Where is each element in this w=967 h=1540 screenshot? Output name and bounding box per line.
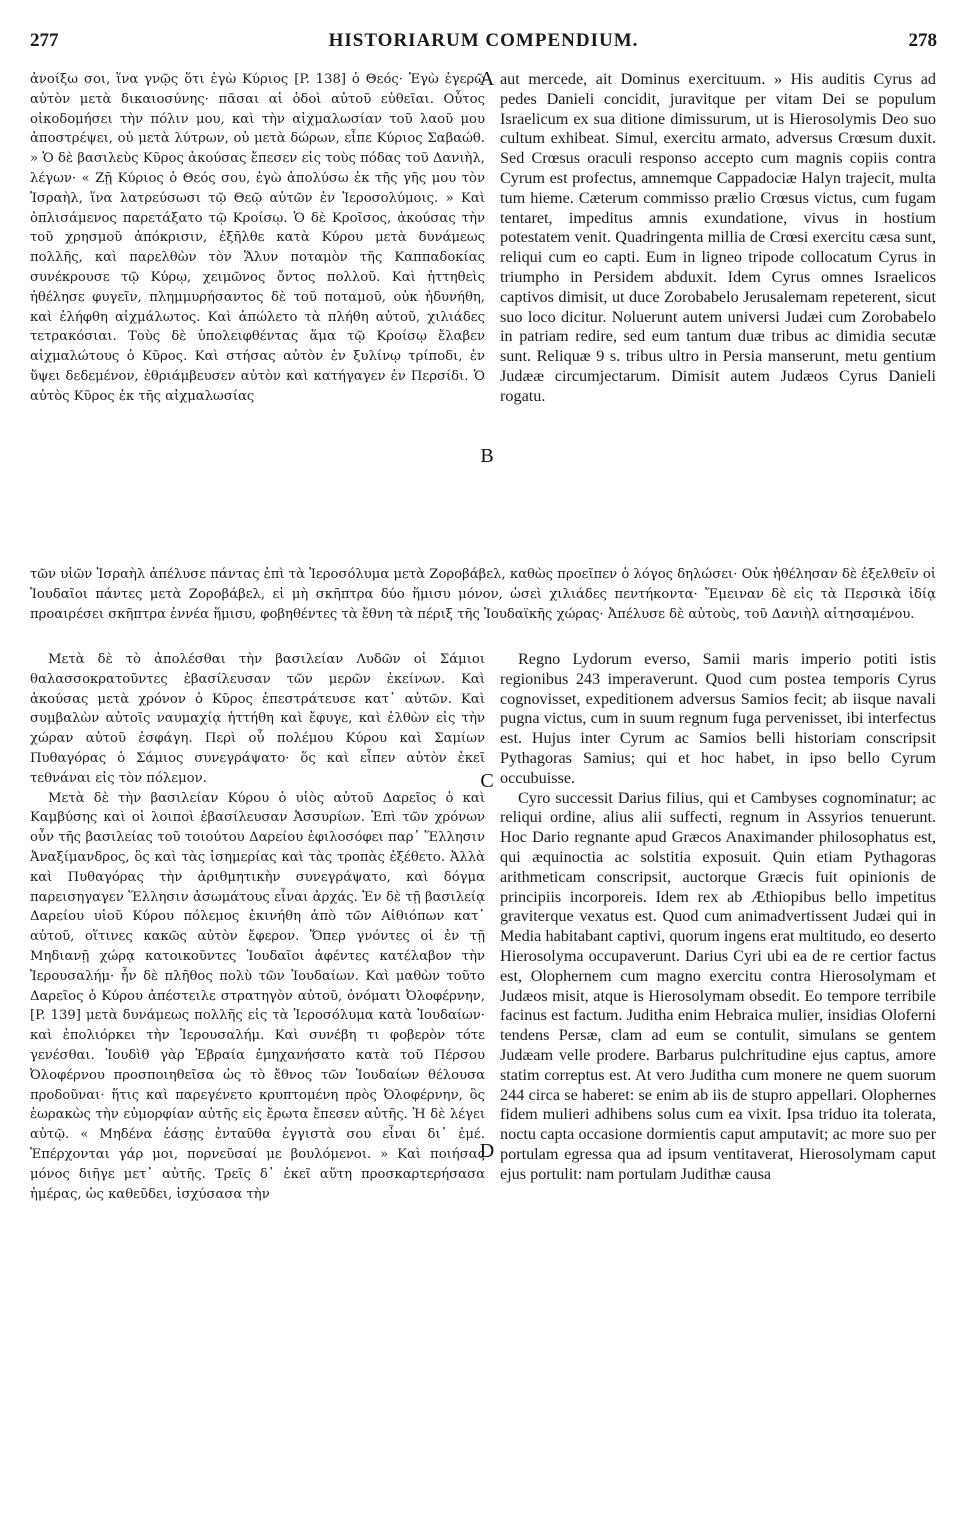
margin-marker-d: D bbox=[479, 1140, 495, 1162]
latin-paragraph: Regno Lydorum everso, Samii maris imperio potiti istis regionibus 243 imperaverunt. Quod cum postea temporis Cyrus cognovisset, expeditionem adversus Samios fecit; ab iisque navali pugna victus, cum in suum regnum fuga pervenisset, ibi interfectus est. Hujus inter Cyrum ac Samios belli historiam conscripsit Pythagoras Samius; qui et hoc habet, in ipso bello Cyrum occubuisse. bbox=[500, 650, 936, 787]
latin-column-section1 bbox=[500, 70, 936, 407]
page-number-left: 277 bbox=[30, 30, 59, 51]
running-header bbox=[30, 30, 937, 60]
greek-fullwidth-paragraph bbox=[30, 565, 936, 624]
greek-column-section2 bbox=[30, 650, 485, 1204]
latin-paragraph: Cyro successit Darius filius, qui et Cambyses cognominatur; ac reliqui ordine, alius alii suffecti, regnum in Assyrios tenuerunt. Hoc Dario regnante apud Græcos Anaximander philosophatus est, qui æquinoctia ac solstitia exposuit. Quin etiam Pythagoras arithmeticam conscripsit, auctorque Græcis fuit opinionis de principiis incorporeis. Idem rex ab Æthiopibus bello impetitus graviterque vexatus est. Quod cum animadvertissent Judæi qui in Media habitabant captivi, quorum ingens erat multitudo, eo deserto Hierosolyma occupaverunt. Darius Cyri ubi ea de re certior factus est, Olophernem cum magno exercitu contra Hierosolymam et Judæos misit, atque is Hierosolymam obsedit. Eo tempore terribile facinus est factum. Juditha enim Hebraica mulier, insidias Oloferni tendens Persæ, clam ad eum se contulit, simulans se gentem Judæam velle prodere. Barbarus pulchritudine ejus captus, amore statim correptus est. At vero Juditha cum monere ne quem suorum 244 circa se haberet: se enim ab iis de stupro appellari. Olophernes fidem mulieri adhibens solus cum ea vixit. Ipsa triduo ita tolerata, noctu capta occasione dormientis caput amputavit; ac more suo per portulam egressa qua ad ipsum ventitaverat, Hierosolymam caput ejus portulit: nam portulam Judithæ causa bbox=[500, 788, 936, 1183]
greek-paragraph: Μετὰ δὲ τὸ ἀπολέσθαι τὴν βασιλείαν Λυδῶν οἱ Σάμιοι θαλασσοκρατοῦντες ἐβασίλευσαν τῶν μερῶν ἐκείνων. Καὶ ἀκούσας μετὰ χρόνον ὁ Κῦρος ἐπεστράτευσε κατ᾽ αὐτῶν. Καὶ συμβαλὼν αὐτοῖς ναυμαχίᾳ ἡττήθη καὶ ἔφυγε, καὶ ἐλθὼν εἰς τὴν χώραν αὐτοῦ ἐσφάγη. Περὶ οὗ πολέμου Κύρου καὶ Σαμίων Πυθαγόρας ὁ Σάμιος συνεγράψατο· ὅς καὶ εἶπεν αὐτὸν ἐκεῖ τεθνάναι εἰς τὸν πόλεμον. bbox=[30, 652, 485, 786]
latin-column-section2 bbox=[500, 650, 936, 1185]
running-title: HISTORIARUM COMPENDIUM. bbox=[328, 30, 639, 51]
page-number-right: 278 bbox=[908, 30, 937, 51]
margin-marker-c: C bbox=[480, 770, 494, 792]
margin-marker-b: B bbox=[480, 445, 494, 467]
margin-marker-a: A bbox=[479, 68, 495, 90]
greek-paragraph: ἀνοίξω σοι, ἵνα γνῷς ὅτι ἐγὼ Κύριος [P. 138] ὁ Θεός· Ἐγὼ ἐγερῶ αὐτὸν μετὰ δικαιοσύνης· πᾶσαι αἱ ὁδοὶ αὐτοῦ εὐθεῖαι. Οὗτος οἰκοδομήσει τὴν πόλιν μου, καὶ τὴν αἰχμαλωσίαν τοῦ λαοῦ μου ἀποστρέψει, οὐ μετὰ λύτρων, οὐ μετὰ δώρων, εἶπε Κύριος Σαβαώθ. » Ὁ δὲ βασιλεὺς Κῦρος ἀκούσας ἔπεσεν εἰς τοὺς πόδας τοῦ Δανιὴλ, λέγων· « Ζῇ Κύριος ὁ Θεός σου, ἐγὼ ἀπολύσω ἐκ τῆς γῆς μου τὸν Ἰσραὴλ, ἵνα λατρεύσωσι τῷ Θεῷ αὐτῶν ἐν Ἱεροσολύμοις. » Καὶ ὁπλισάμενος παρετάξατο τῷ Κροίσῳ. Ὁ δὲ Κροῖσος, ἀκούσας τὴν τοῦ χρησμοῦ ἀπόκρισιν, ἐξῆλθε κατὰ Κύρου μετὰ δυνάμεως πολλῆς, καὶ παρελθὼν τὸν Ἅλυν ποταμὸν τῆς Καππαδοκίας συνέκρουσε τῷ Κύρῳ, χειμῶνος ὄντος πολλοῦ. Καὶ ἡττηθεὶς ἠθέλησε φυγεῖν, πλημμυρήσαντος δὲ τοῦ ποταμοῦ, οὐκ ἠδυνήθη, καὶ ἐλήφθη αἰχμάλωτος. Καὶ ἀπώλετο τὰ πλήθη αὐτοῦ, χιλιάδες τετρακόσιαι. Τοὺς δὲ ὑπολειφθέντας ἅμα τῷ Κροίσῳ ἔλαβεν αἰχμαλώτους ὁ Κῦρος. Καὶ στήσας αὐτὸν ἐν ξυλίνῳ τρίποδι, ἐν ὕψει δεδεμένον, ἐθριάμβευσεν αὐτὸν καὶ κατήγαγεν ἐν Περσίδι. Ὁ αὐτὸς Κῦρος ἐκ τῆς αἰχμαλωσίας bbox=[30, 72, 485, 404]
greek-column-section1 bbox=[30, 70, 485, 407]
greek-fullwidth-text: τῶν υἱῶν Ἰσραὴλ ἀπέλυσε πάντας ἐπὶ τὰ Ἱεροσόλυμα μετὰ Ζοροβάβελ, καθὼς προεῖπεν ὁ λόγος δηλώσει· Οὐκ ἠθέλησαν δὲ ἐξελθεῖν οἱ Ἰουδαῖοι πάντες μετὰ Ζοροβάβελ, εἰ μὴ σκῆπτρα δύο ἥμισυ μόνον, ὡσεὶ χιλιάδες πεντήκοντα· Ἔμειναν δὲ εἰς τὰ Περσικὰ ἰδίᾳ προαιρέσει σκῆπτρα ἐννέα ἥμισυ, φοβηθέντες τὰ ἔθνη τὰ πέριξ τῆς Ἰουδαϊκῆς χώρας· Ἀπέλυσε δὲ αὐτοὺς, τοῦ Δανιὴλ αἰτησαμένου. bbox=[30, 567, 936, 622]
greek-paragraph: Μετὰ δὲ τὴν βασιλείαν Κύρου ὁ υἱὸς αὐτοῦ Δαρεῖος ὁ καὶ Καμβύσης καὶ οἱ λοιποὶ ἐβασίλευσαν Ἀσσυρίων. Ἐπὶ τῶν χρόνων οὖν τῆς βασιλείας τοῦ τοιούτου Δαρείου ἐφιλοσόφει παρ᾽ Ἕλλησιν Ἀναξίμανδρος, ὃς καὶ τὰς ἰσημερίας καὶ τὰς τροπὰς ἐξέθετο. Ἀλλὰ καὶ Πυθαγόρας τὴν ἀριθμητικὴν συνεγράψατο, καὶ δόγμα παρεισηγαγεν Ἕλλησιν ἀσωμάτους εἶναι ἀρχάς. Ἐν δὲ τῇ βασιλείᾳ Δαρείου υἱοῦ Κύρου πόλεμος ἐκινήθη ἀπὸ τῶν Αἰθιόπων κατ᾽ αὐτοῦ, οἵτινες κακῶς αὐτὸν ἔφερον. Ὅπερ γνόντες οἱ ἐν τῇ Μηδιανῇ χώρᾳ κατοικοῦντες Ἰουδαῖοι ἀφέντες κατέλαβον τὴν Ἱερουσαλήμ· ἦν δὲ πλῆθος πολὺ τῶν Ἰουδαίων. Καὶ μαθὼν τοῦτο Δαρεῖος ὁ Κύρου ἀπέστειλε στρατηγὸν αὐτοῦ, ὀνόματι Ὀλοφέρνην, [P. 139] μετὰ δυνάμεως πολλῆς εἰς τὰ Ἱεροσόλυμα κατὰ Ἰουδαίων· καὶ ἐπολιόρκει τὴν Ἱερουσαλήμ. Καὶ συνέβη τι φοβερὸν τότε γενέσθαι. Ἰουδὶθ γὰρ Ἑβραία ἐμηχανήσατο κατὰ τοῦ Πέρσου Ὀλοφέρνου προσποιηθεῖσα ὡς τὸ ἔθνος τῶν Ἰουδαίων θέλουσα προδοῦναι· ἥτις καὶ παρεγένετο κρυπτομένη πρὸς Ὀλοφέρνην, ὃς ἑωρακὼς τὴν εὐμορφίαν αὐτῆς εἰς ἔρωτα ἔπεσεν αὐτῆς. Ἡ δὲ λέγει αὐτῷ. « Μηδένα ἐάσῃς ἐνταῦθα ἐγγιστὰ σου εἶναι δι᾽ ἐμέ. Ἐπέρχονται γάρ μοι, πορνεῦσαί με βουλόμενοι. » Καὶ ποιήσας μόνος διῆγε μετ᾽ αὐτῆς. Τρεῖς δ᾽ ἐκεῖ αὕτη προσκαρτερήσασα ἡμέρας, ὡς καθεῦδει, ἰσχύσασα τὴν bbox=[30, 790, 485, 1202]
latin-paragraph: aut mercede, ait Dominus exercituum. » His auditis Cyrus ad pedes Danieli concidit, juravitque per vitam Dei se populum Israelicum ex sua ditione dimissurum, ut is Hierosolymis Deo suo cultum exhibeat. Simul, exercitu armato, adversus Crœsum duxit. Sed Crœsus oraculi responso accepto cum magnis copiis contra Cyrum est profectus, amnemque Cappadociæ Halyn trajecit, multa tum hieme. Cæterum commisso prælio Crœsus victus, cum fugam tentaret, impeditus amnis exundatione, vivus in hostium potestatem venit. Quadringenta millia de Crœsi exercitu cæsa sunt, reliqui cum eo capti. Eum in ligneo tripode collocatum Cyrus in triumpho in Persidem abduxit. Idem Cyrus omnes Israelicos captivos dimisit, ut duce Zorobabelo Jerusalemam repeterent, sicut suo loco dicitur. Noluerunt autem universi Judæi cum Zorobabelo in patriam redire, sed eum tantum duæ tribus ac dimidia secutæ sunt. Reliquæ 9 s. tribus ultro in Persia manserunt, metu gentium Judææ circumjectarum. Dimisit autem Judæos Cyrus Danieli rogatu. bbox=[500, 70, 936, 405]
